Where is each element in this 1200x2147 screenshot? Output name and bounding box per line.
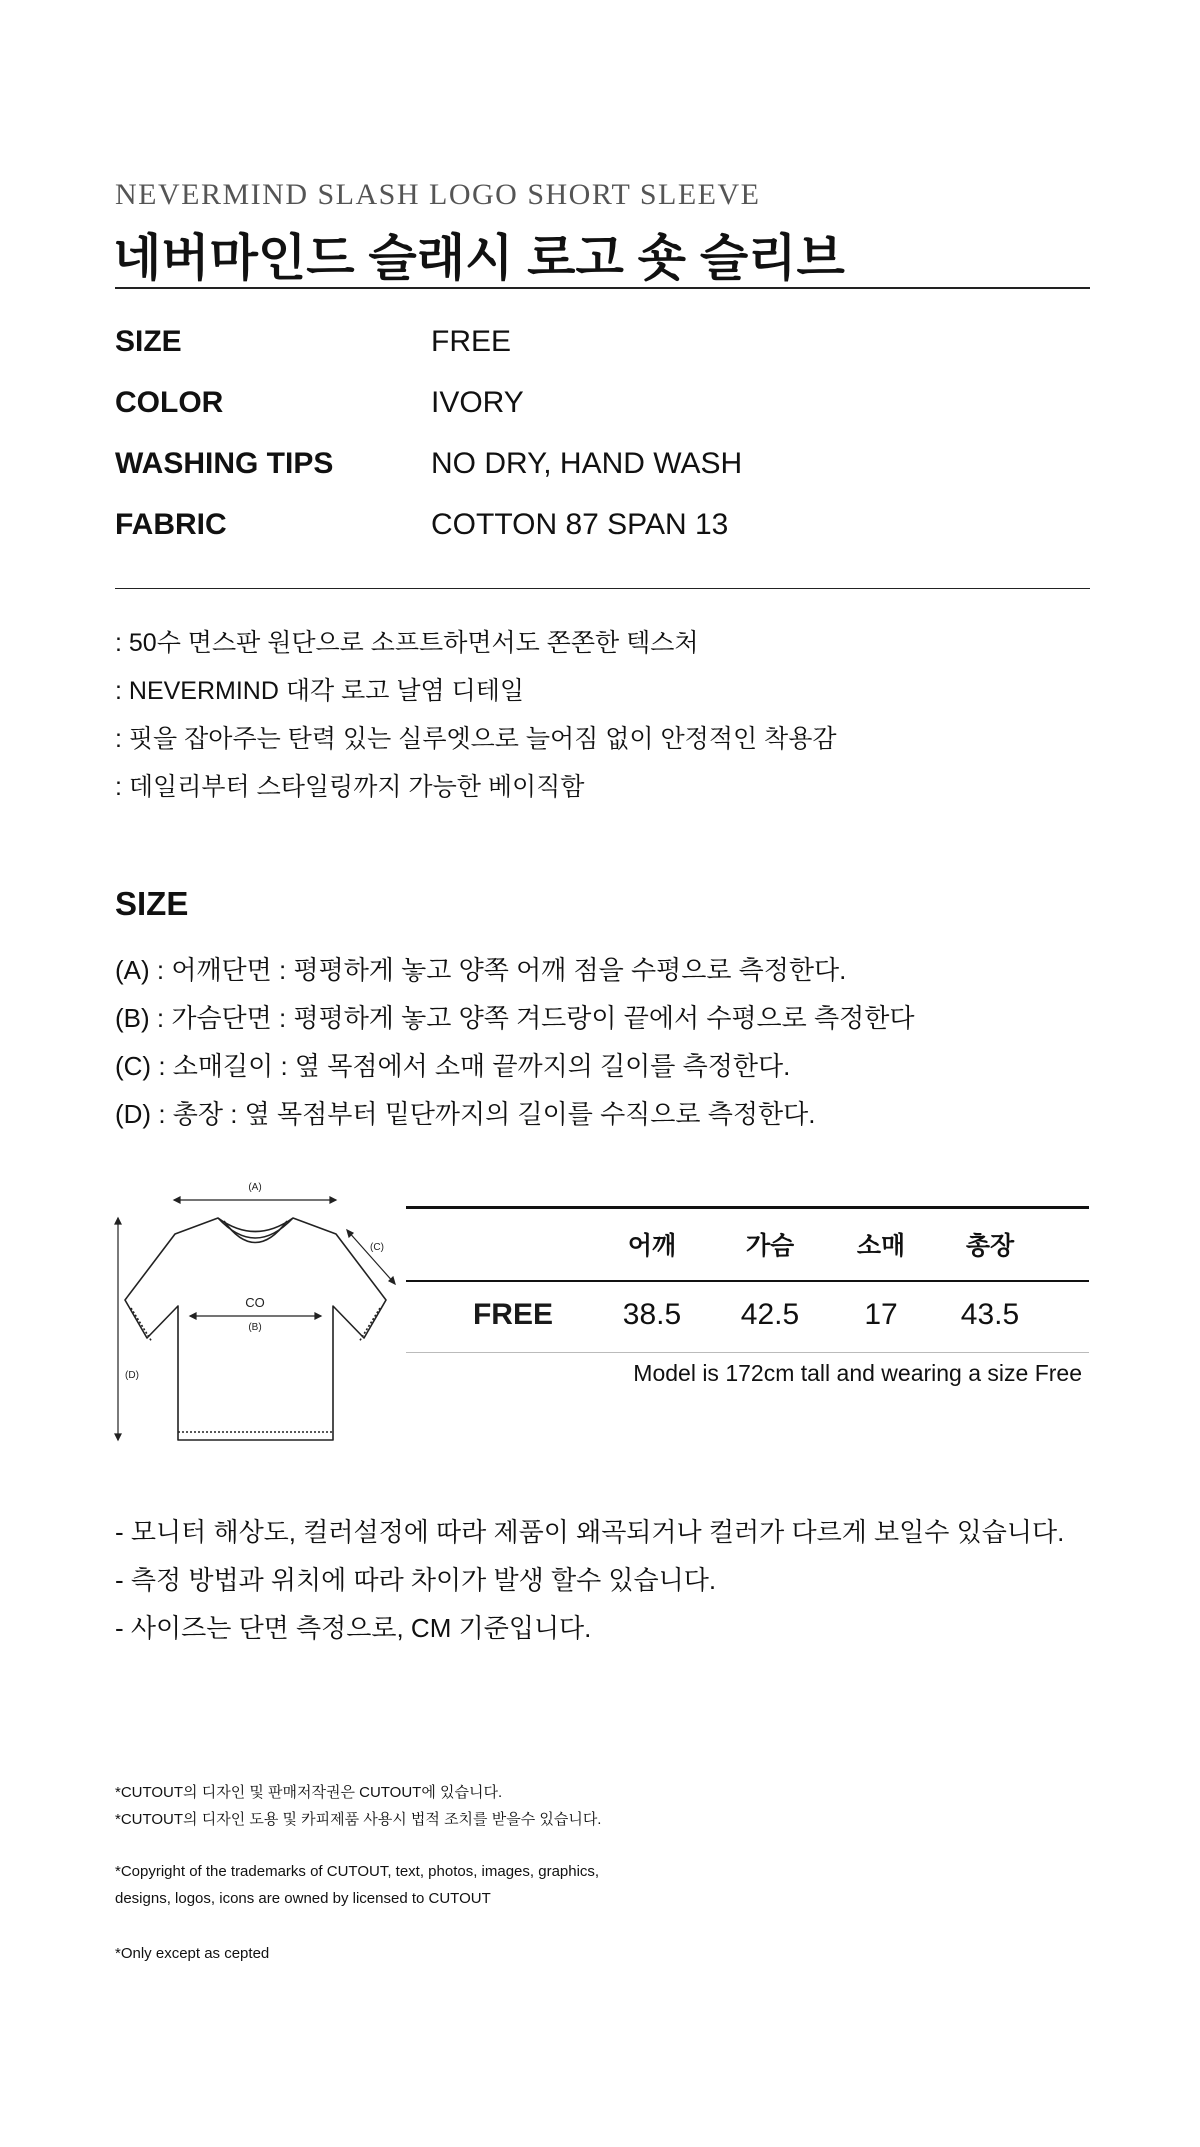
table-top-rule: [406, 1206, 1089, 1209]
measurement-guide: (D) : 총장 : 옆 목점부터 밑단까지의 길이를 수직으로 측정한다.: [115, 1099, 816, 1129]
legal-line: *Copyright of the trademarks of CUTOUT, text, photos, images, graphics,: [115, 1863, 600, 1880]
table-header-sleeve: 소매: [856, 1232, 906, 1260]
measurement-guide: (B) : 가슴단면 : 평평하게 놓고 양쪽 겨드랑이 끝에서 수평으로 측정한다: [115, 1003, 915, 1033]
legal-line: designs, logos, icons are owned by licensed to CUTOUT: [115, 1890, 491, 1907]
spec-label-size: SIZE: [115, 325, 182, 358]
spec-value-size: FREE: [431, 325, 512, 358]
diagram-label-a: (A): [248, 1182, 262, 1193]
tshirt-measurement-diagram: [110, 1170, 400, 1450]
table-bottom-rule: [406, 1352, 1089, 1353]
spec-value-color: IVORY: [431, 386, 524, 419]
diagram-label-d: (D): [125, 1370, 139, 1381]
spec-value-washing: NO DRY, HAND WASH: [431, 447, 743, 480]
diagram-label-c: (C): [370, 1242, 384, 1253]
legal-line: *Only except as cepted: [115, 1945, 270, 1962]
product-title-ko: 네버마인드 슬래시 로고 숏 슬리브: [113, 230, 845, 286]
legal-line: *CUTOUT의 디자인 및 판매저작권은 CUTOUT에 있습니다.: [115, 1784, 503, 1801]
measurement-guide: (A) : 어깨단면 : 평평하게 놓고 양쪽 어깨 점을 수평으로 측정한다.: [115, 955, 847, 985]
table-cell-chest: 42.5: [740, 1298, 800, 1331]
model-size-note: Model is 172cm tall and wearing a size Free: [633, 1360, 1082, 1386]
table-header-chest: 가슴: [745, 1232, 795, 1260]
spec-label-washing: WASHING TIPS: [115, 447, 334, 480]
notice-line: - 측정 방법과 위치에 따라 차이가 발생 할수 있습니다.: [115, 1565, 717, 1595]
description-line: : NEVERMIND 대각 로고 날염 디테일: [115, 677, 525, 705]
header-divider: [115, 287, 1090, 289]
table-header-shoulder: 어깨: [627, 1232, 677, 1260]
size-heading: SIZE: [115, 885, 189, 922]
spec-value-fabric: COTTON 87 SPAN 13: [431, 508, 729, 541]
notice-line: - 사이즈는 단면 측정으로, CM 기준입니다.: [115, 1613, 592, 1643]
product-title-en: NEVERMIND SLASH LOGO SHORT SLEEVE: [115, 178, 761, 211]
description-line: : 핏을 잡아주는 탄력 있는 실루엣으로 늘어짐 없이 안정적인 착용감: [115, 725, 837, 753]
table-cell-sleeve: 17: [864, 1298, 898, 1331]
description-line: : 데일리부터 스타일링까지 가능한 베이직함: [115, 773, 585, 801]
notice-line: - 모니터 해상도, 컬러설정에 따라 제품이 왜곡되거나 컬러가 다르게 보일수 있습니다.: [115, 1517, 1065, 1547]
spec-label-color: COLOR: [115, 386, 224, 419]
table-cell-length: 43.5: [960, 1298, 1020, 1331]
diagram-label-b: (B): [248, 1322, 262, 1333]
table-header-rule: [406, 1280, 1089, 1282]
spec-divider: [115, 588, 1090, 589]
spec-label-fabric: FABRIC: [115, 508, 227, 541]
shirt-logo-mark: CO: [245, 1295, 265, 1310]
legal-line: *CUTOUT의 디자인 도용 및 카피제품 사용시 법적 조치를 받을수 있습니다.: [115, 1811, 602, 1828]
table-row-size-label: FREE: [472, 1298, 553, 1331]
table-cell-shoulder: 38.5: [622, 1298, 682, 1331]
measurement-guide: (C) : 소매길이 : 옆 목점에서 소매 끝까지의 길이를 측정한다.: [115, 1051, 791, 1081]
description-line: : 50수 면스판 원단으로 소프트하면서도 쫀쫀한 텍스처: [115, 629, 699, 657]
table-header-length: 총장: [965, 1232, 1015, 1260]
